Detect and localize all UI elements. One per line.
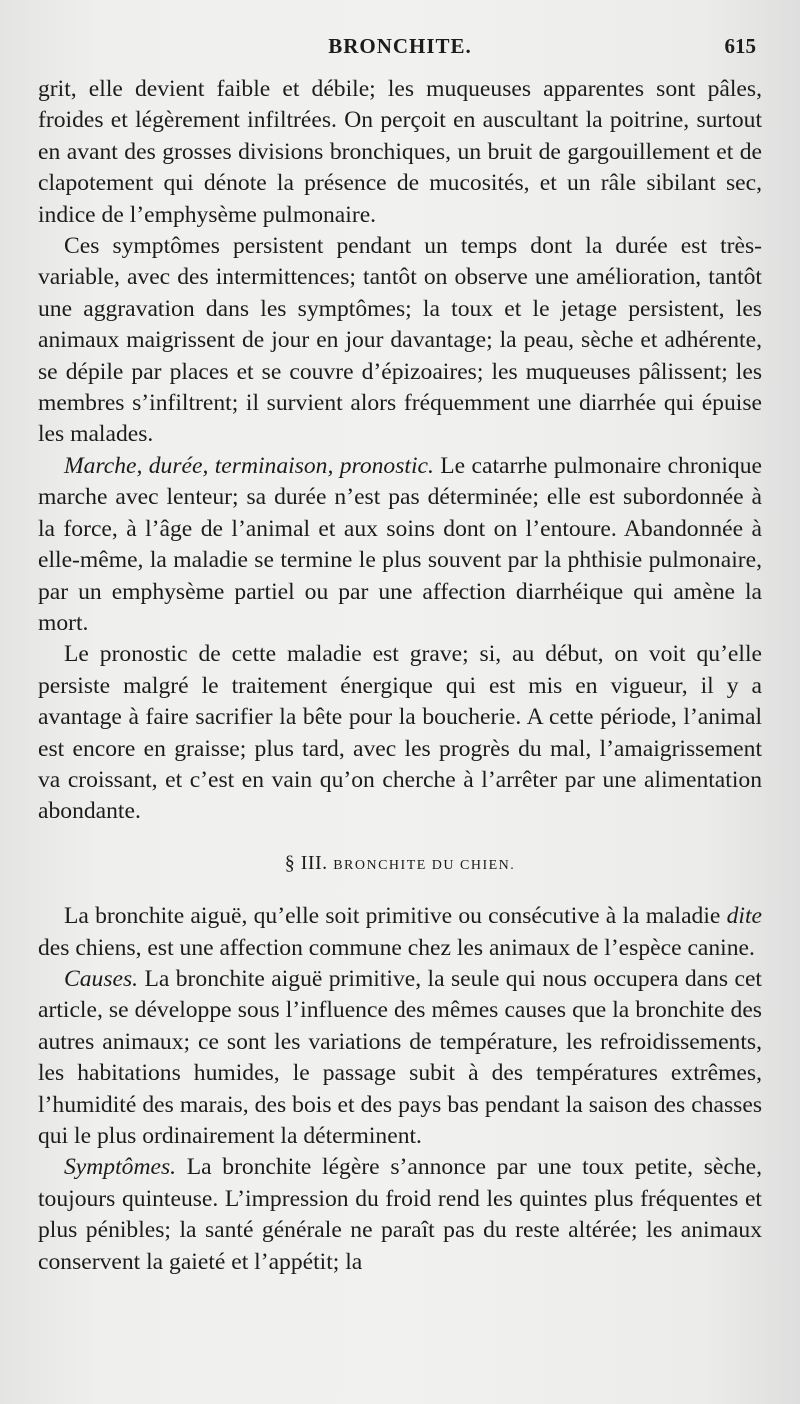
paragraph-text: La bronchite aiguë primitive, la seule qui nous occupera dans cet article, se développe sous l’influence des mêmes causes que la bronchite des autres animaux; ce sont les variations de température, les refroidissements, les habitations humides, le passage subit à des températures extrêmes, l’humidité des marais, des bois et des pays bas pendant la saison des chasses qui le plus ordinairement la déterminent. [38, 965, 762, 1149]
paragraph-text: des chiens, est une affection commune chez les animaux de l’espèce canine. [38, 934, 755, 961]
paragraph-text: La bronchite aiguë, qu’elle soit primitive ou consécutive à la maladie [64, 903, 727, 930]
paragraph-italic: dite [726, 903, 762, 930]
paragraph [38, 451, 762, 639]
section-title: BRONCHITE DU CHIEN. [333, 857, 516, 873]
paragraph [38, 639, 762, 827]
paragraph-lead: Symptômes. [64, 1154, 177, 1181]
paragraph [38, 901, 762, 964]
paragraph-text: Ces symptômes persistent pendant un temps dont la durée est très-variable, avec des intermittences; tantôt on observe une amélioration, tantôt une aggravation dans les symptômes; la toux et le jetage persistent, les animaux maigrissent de jour en jour davantage; la peau, sèche et adhérente, se dépile par places et se couvre d’épizoaires; les muqueuses pâlissent; les membres s’infiltrent; il survient alors fréquemment une diarrhée qui épuise les malades. [38, 233, 762, 448]
paragraph-text: Le pronostic de cette maladie est grave; si, au début, on voit qu’elle persiste malgré le traitement énergique qui est mis en vigueur, il y a avantage à faire sacrifier la bête pour la boucherie. A cette période, l’animal est encore en graisse; plus tard, avec les progrès du mal, l’amaigrissement va croissant, et c’est en vain qu’on cherche à l’arrêter par une alimentation abondante. [38, 641, 762, 825]
paragraph [38, 1152, 762, 1278]
page-number: 615 [724, 34, 756, 58]
paragraph-lead: Causes. [64, 965, 139, 992]
page-header [38, 30, 762, 74]
paragraph-text: Le catarrhe pulmonaire chronique marche avec lenteur; sa durée n’est pas déterminée; elle est subordonnée à la force, à l’âge de l’animal et aux soins dont on l’entoure. Abandonnée à elle-même, la maladie se termine le plus souvent par la phthisie pulmonaire, par un emphysème partiel ou par une affection diarrhéique qui amène la mort. [38, 452, 762, 636]
paragraph [38, 74, 762, 231]
paragraph [38, 964, 762, 1152]
paragraph-lead: Marche, durée, terminaison, pronostic. [64, 452, 434, 479]
body-text [38, 74, 762, 1278]
section-number: § III. [284, 851, 328, 874]
section-heading [38, 848, 762, 881]
running-title: BRONCHITE. [328, 34, 472, 58]
paragraph [38, 231, 762, 451]
paragraph-text: grit, elle devient faible et débile; les muqueuses apparentes sont pâles, froides et légèrement infiltrées. On perçoit en auscultant la poitrine, surtout en avant des grosses divisions bronchiques, un bruit de gargouillement et de clapotement qui dénote la présence de mucosités, et un râle sibilant sec, indice de l’emphysème pulmonaire. [38, 76, 762, 228]
paragraph-text: La bronchite légère s’annonce par une toux petite, sèche, toujours quinteuse. L’impression du froid rend les quintes plus fréquentes et plus pénibles; la santé générale ne paraît pas du reste altérée; les animaux conservent la gaieté et l’appétit; la [38, 1154, 762, 1275]
